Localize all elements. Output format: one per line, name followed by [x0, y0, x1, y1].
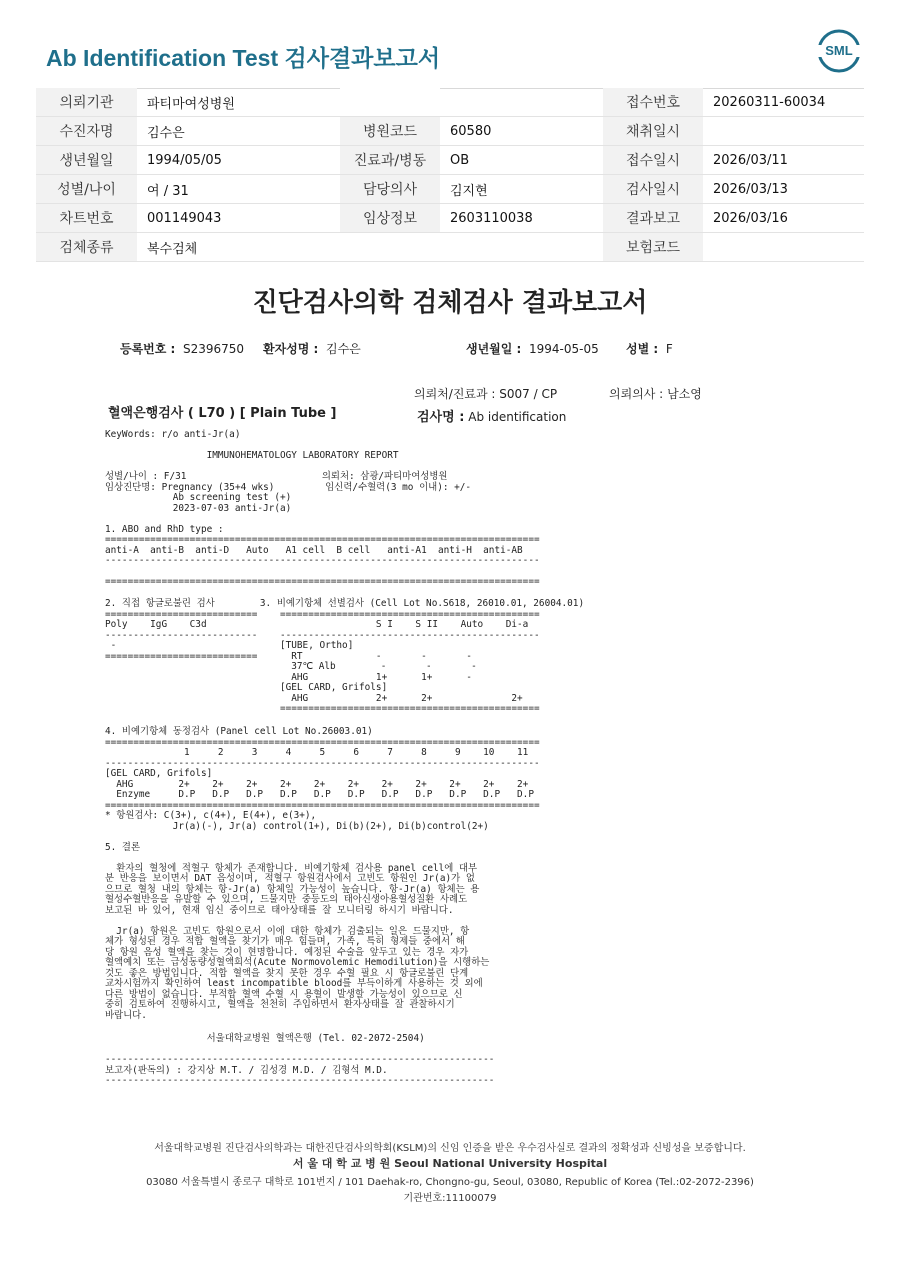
- doctor-value: 남소영: [667, 387, 702, 401]
- info-row: [36, 146, 864, 175]
- dob-line: [466, 340, 599, 357]
- doctor-label: 의뢰의사 :: [609, 387, 664, 401]
- patient-info-table: [36, 88, 864, 262]
- info-label: 생년월일: [36, 146, 137, 175]
- info-value: 001149043: [137, 204, 340, 233]
- info-value: 파티마여성병원: [137, 88, 340, 117]
- info-value: 김수은: [137, 117, 340, 146]
- reg-no-label: 등록번호 :: [120, 342, 176, 356]
- footer-certification: 서울대학교병원 진단검사의학과는 대한진단검사의학회(KSLM)의 신임 인증을 받은 우수검사실로 결과의 정확성과 신빙성을 보증합니다.: [154, 1143, 746, 1154]
- info-value: [440, 233, 603, 262]
- info-label: 병원코드: [340, 117, 440, 146]
- info-value: 김지현: [440, 175, 603, 204]
- info-label: 접수번호: [603, 88, 703, 117]
- info-label: 수진자명: [36, 117, 137, 146]
- footer-address: 03080 서울특별시 종로구 대학로 101번지 / 101 Daehak-ro, Chongno-gu, Seoul, 03080, Republic of Korea (Tel.:02-2072-2396): [146, 1177, 754, 1188]
- info-value: 2026/03/16: [703, 204, 864, 233]
- dob-value: 1994-05-05: [529, 342, 599, 356]
- info-row: [36, 175, 864, 204]
- sex-line: [626, 340, 673, 357]
- info-value: [440, 88, 603, 117]
- lab-report-header-block: KeyWords: r/o anti-Jr(a) IMMUNOHEMATOLOGY LABORATORY REPORT 성별/나이 : F/31 의뢰처: 삼광/파티마여성병원 임상진단명: Pregnancy (35+4 wks) 임신력/수혈력(3 mo 이내): +/- Ab screening test (+) 2023-07-03 anti-Jr(a) 1. ABO and RhD type : ============================================================================= anti-A anti-B anti-D Auto A1 cell B cell anti-A1 anti-H anti-AB ----------------------------------------------------------------------------- =============================================================================: [105, 429, 540, 587]
- info-value: [703, 233, 864, 262]
- info-row: [36, 117, 864, 146]
- dept-value: S007 / CP: [499, 387, 558, 401]
- info-value: 20260311-60034: [703, 88, 864, 117]
- info-label: 임상정보: [340, 204, 440, 233]
- info-label: 진료과/병동: [340, 146, 440, 175]
- info-row: [36, 233, 864, 262]
- panel-and-conclusion-block: 4. 비예기항체 동정검사 (Panel cell Lot No.26003.01) ============================================================================= 1 2 3 4 5 6 7 8 9 10 11 ----------------------------------------------------------------------------- [GEL CARD, Grifols] AHG 2+ 2+ 2+ 2+ 2+ 2+ 2+ 2+ 2+ 2+ 2+ Enzyme D.P D.P D.P D.P D.P D.P D.P D.P D.P D.P D.P ============================================================================= * 항원검사: C(3+), c(4+), E(4+), e(3+), Jr(a)(-), Jr(a) control(1+), Di(b)(2+), Di(b)control(2+) 5. 결론 환자의 혈청에 적혈구 항체가 존재합니다. 비예기항체 검사용 panel cell에 대부 분 반응을 보이면서 DAT 음성이며, 적혈구 항원검사에서 고빈도 항원인 Jr(a)가 없 으므로 혈청 내의 항체는 항-Jr(a) 항체일 가능성이 높습니다. 항-Jr(a) 항체는 용 혈성수혈반응을 유발할 수 있으며, 드물지만 중등도의 태아신생아용혈성질환 사례도 보고된 바 있어, 현재 임신 중이므로 태아상태를 잘 모니터링 하시기 바랍니다. Jr(a) 항원은 고빈도 항원으로서 이에 대한 항체가 검출되는 일은 드물지만, 항 체가 형성된 경우 적합 혈액을 찾기가 매우 힘들며, 가족, 특히 형제들 중에서 해 당 항원 음성 혈액을 찾는 것이 현명합니다. 예정된 수술을 앞두고 있는 경우 자가 혈액예치 또는 급성동량성혈액희석(Acute Normovolemic Hemodilution)을 시행하는 것도 좋은 방법입니다. 적합 혈액을 찾지 못한 경우 수혈 필요 시 항글로불린 단계 교차시험까지 확인하여 least incompatible blood를 부득이하게 사용하는 것 외에 다른 방법이 없습니다. 부적합 혈액 수혈 시 용혈이 발생할 가능성이 있으므로 신 중히 검토하여 진행하시고, 혈액을 천천히 주입하면서 환자상태를 잘 관찰하시기 바랍니다.: [105, 726, 540, 1021]
- info-value: 2026/03/13: [703, 175, 864, 204]
- info-value: [703, 117, 864, 146]
- exam-value: Ab identification: [468, 410, 567, 424]
- info-label: 담당의사: [340, 175, 440, 204]
- report-title: 진단검사의학 검체검사 결과보고서: [252, 288, 648, 318]
- sex-label: 성별 :: [626, 342, 659, 356]
- doctor-line: [609, 385, 702, 402]
- footer-hospital-name: 서 울 대 학 교 병 원 Seoul National University Hospital: [292, 1157, 608, 1170]
- info-value: OB: [440, 146, 603, 175]
- patient-name-value: 김수은: [326, 342, 361, 356]
- info-label: 의뢰기관: [36, 88, 137, 117]
- info-label: 보험코드: [603, 233, 703, 262]
- report-header-title: Ab Identification Test 검사결과보고서: [46, 45, 441, 71]
- info-value: 1994/05/05: [137, 146, 340, 175]
- dat-and-screening-block: 2. 직접 항글로불린 검사 3. 비예기항체 선별검사 (Cell Lot No.S618, 26010.01, 26004.01) =========================== ============================================== Poly IgG C3d S I S II Auto Di-a --------------------------- ---------------------------------------------- - [TUBE, Ortho] =========================== RT - - - 37℃ Alb - - - AHG 1+ 1+ - [GEL CARD, Grifols] AHG 2+ 2+ 2+ ==============================================: [105, 598, 585, 714]
- info-label: 성별/나이: [36, 175, 137, 204]
- exam-label: 검사명 :: [417, 410, 465, 425]
- reporter-block: 서울대학교병원 혈액은행 (Tel. 02-2072-2504) --------------------------------------------------------------------- 보고자(판독의) : 강지상 M.T. / 김성경 M.D. / 김형석 M.D. ---------------------------------------------------------------------: [105, 1033, 495, 1086]
- info-value: 여 / 31: [137, 175, 340, 204]
- footer-institution-no: 기관번호:11100079: [403, 1193, 497, 1204]
- reg-no-value: S2396750: [183, 342, 245, 356]
- info-row: [36, 204, 864, 233]
- info-label: [340, 88, 440, 117]
- dept-line: [414, 385, 557, 402]
- info-label: 검사일시: [603, 175, 703, 204]
- info-label: [340, 233, 440, 262]
- info-label: 결과보고: [603, 204, 703, 233]
- patient-name-label: 환자성명 :: [263, 342, 319, 356]
- info-value: 60580: [440, 117, 603, 146]
- info-row: [36, 88, 864, 117]
- blood-bank-test-title: 혈액은행검사 ( L70 ) [ Plain Tube ]: [108, 406, 337, 421]
- info-value: 2603110038: [440, 204, 603, 233]
- info-label: 차트번호: [36, 204, 137, 233]
- exam-name-line: [417, 406, 566, 425]
- info-label: 채취일시: [603, 117, 703, 146]
- dept-label: 의뢰처/진료과 :: [414, 387, 496, 401]
- dob-label: 생년월일 :: [466, 342, 522, 356]
- reg-no-line: [120, 340, 244, 357]
- info-label: 검체종류: [36, 233, 137, 262]
- logo-text: SML: [825, 43, 853, 58]
- patient-name-line: [263, 340, 361, 357]
- sml-logo-icon: [816, 28, 862, 74]
- info-label: 접수일시: [603, 146, 703, 175]
- sex-value: F: [665, 342, 673, 356]
- info-value: 2026/03/11: [703, 146, 864, 175]
- info-value: 복수검체: [137, 233, 340, 262]
